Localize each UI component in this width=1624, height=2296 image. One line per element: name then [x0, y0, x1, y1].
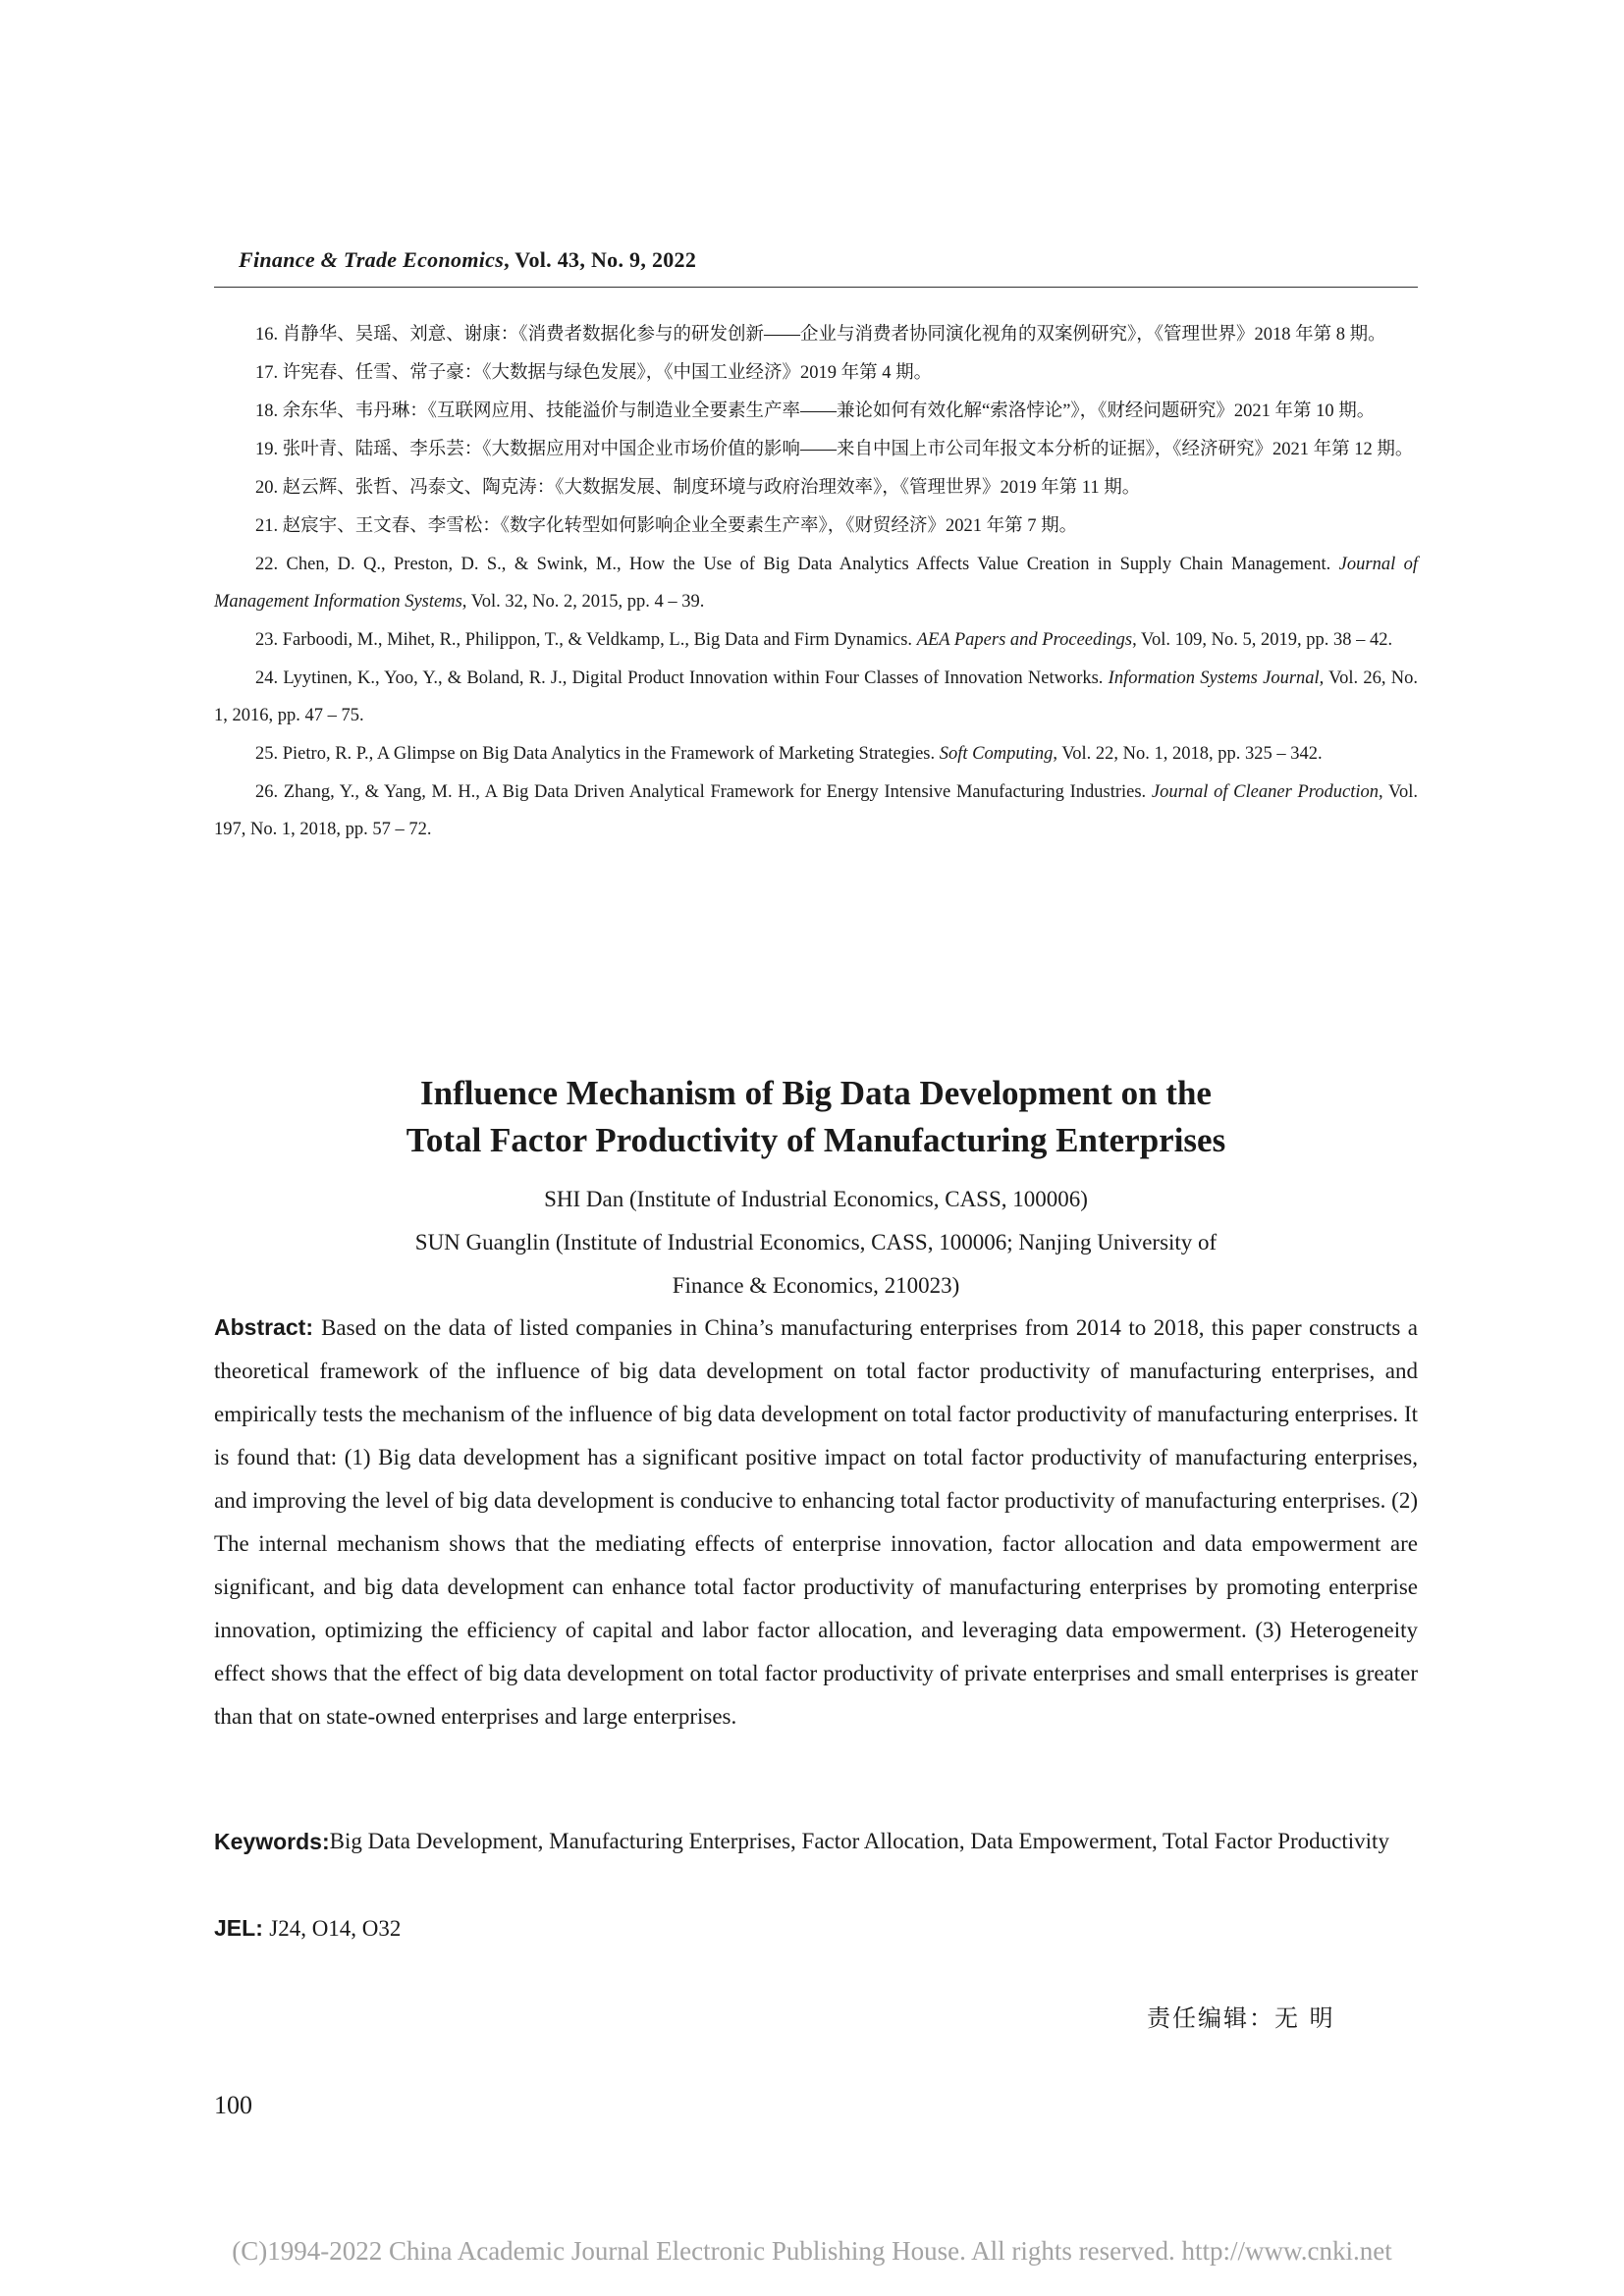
title-line-2: Total Factor Productivity of Manufacturing Enterprises [406, 1121, 1226, 1159]
reference-item [214, 546, 1418, 620]
page-number: 100 [214, 2091, 252, 2119]
keywords: Keywords: Big Data Development, Manufacturing Enterprises, Factor Allocation, Data Empowerment, Total Factor Productivity [214, 1820, 1418, 1864]
abstract-text: Based on the data of listed companies in China’s manufacturing enterprises from 2014 to 2018, this paper constructs a theoretical framework of the influence of big data development on total factor productivity of manufacturing enterprises, and empirically tests the mechanism of the influence of big data development on total factor productivity of manufacturing enterprises. It is found that: (1) Big data development has a significant positive impact on total factor productivity of manufacturing enterprises, and improving the level of big data development is conducive to enhancing total factor productivity of manufacturing enterprises. (2) The internal mechanism shows that the mediating effects of enterprise innovation, factor allocation and data empowerment are significant, and big data development can enhance total factor productivity of manufacturing enterprises by promoting enterprise innovation, optimizing the efficiency of capital and labor factor allocation, and leveraging data empowerment. (3) Heterogeneity effect shows that the effect of big data development on total factor productivity of private enterprises and small enterprises is greater than that on state-owned enterprises and large enterprises. [214, 1315, 1418, 1729]
reference-text: 余东华、韦丹琳：《互联网应用、技能溢价与制造业全要素生产率——兼论如何有效化解“索洛悖论”》，《财经问题研究》2021 年第 10 期。 [282, 401, 1376, 421]
author-line-1: SHI Dan (Institute of Industrial Economics, CASS, 100006) [544, 1187, 1088, 1211]
reference-list [214, 316, 1418, 849]
header-rule [214, 287, 1418, 288]
abstract-label: Abstract [214, 1314, 306, 1340]
reference-number: 23. [255, 630, 279, 650]
reference-text: Lyytinen, K., Yoo, Y., & Boland, R. J., Digital Product Innovation within Four Classes of Innovation Networks. [283, 668, 1109, 688]
reference-item [214, 431, 1418, 468]
author-block [214, 1178, 1418, 1308]
reference-number: 24. [255, 668, 279, 688]
reference-item [214, 393, 1418, 430]
running-header [239, 247, 696, 273]
reference-number: 17. [255, 363, 279, 383]
reference-number: 18. [255, 401, 279, 421]
keywords-text: Big Data Development, Manufacturing Enterprises, Factor Allocation, Data Empowerment, Total Factor Productivity [329, 1829, 1389, 1853]
reference-number: 20. [255, 478, 279, 498]
copyright-notice: (C)1994-2022 China Academic Journal Electronic Publishing House. All rights reserved. http://www.cnki.net [232, 2236, 1392, 2266]
reference-text: 肖静华、吴瑶、刘意、谢康：《消费者数据化参与的研发创新——企业与消费者协同演化视角的双案例研究》，《管理世界》2018 年第 8 期。 [282, 325, 1386, 345]
author-line-2: SUN Guanglin (Institute of Industrial Economics, CASS, 100006; Nanjing University of [414, 1230, 1218, 1255]
reference-details: , Vol. 26, No. 1, 2016, pp. 47 – 75. [214, 668, 1419, 725]
reference-number: 21. [255, 516, 279, 536]
reference-item [214, 774, 1418, 848]
keywords-label: Keywords [214, 1829, 322, 1854]
abstract: Abstract: Based on the data of listed companies in China’s manufacturing enterprises from 2014 to 2018, this paper constructs a theoretical framework of the influence of big data development on total factor productivity of manufacturing enterprises, and empirically tests the mechanism of the influence of big data development on total factor productivity of manufacturing enterprises. It is found that: (1) Big data development has a significant positive impact on total factor productivity of manufacturing enterprises, and improving the level of big data development is conducive to enhancing total factor productivity of manufacturing enterprises. (2) The internal mechanism shows that the mediating effects of enterprise innovation, factor allocation and data empowerment are significant, and big data development can enhance total factor productivity of manufacturing enterprises by promoting enterprise innovation, optimizing the efficiency of capital and labor factor allocation, and leveraging data empowerment. (3) Heterogeneity effect shows that the effect of big data development on total factor productivity of private enterprises and small enterprises is greater than that on state-owned enterprises and large enterprises. [214, 1314, 1418, 1729]
reference-source: AEA Papers and Proceedings [916, 630, 1133, 650]
reference-item [214, 354, 1418, 392]
journal-name: Finance & Trade Economics [239, 247, 505, 272]
author-line-3: Finance & Economics, 210023) [672, 1273, 960, 1298]
reference-text: 赵宸宇、王文春、李雪松：《数字化转型如何影响企业全要素生产率》，《财贸经济》2021 年第 7 期。 [282, 516, 1078, 536]
reference-item [214, 507, 1418, 545]
reference-number: 25. [255, 744, 279, 764]
reference-text: Pietro, R. P., A Glimpse on Big Data Analytics in the Framework of Marketing Strategies. [282, 744, 940, 764]
reference-item [214, 469, 1418, 507]
article-title [214, 1070, 1418, 1164]
reference-details: , Vol. 32, No. 2, 2015, pp. 4 – 39. [461, 592, 705, 612]
reference-number: 16. [255, 325, 279, 345]
reference-text: Chen, D. Q., Preston, D. S., & Swink, M., How the Use of Big Data Analytics Affects Value Creation in Supply Chain Management. [286, 555, 1339, 574]
reference-details: , Vol. 22, No. 1, 2018, pp. 325 – 342. [1053, 744, 1323, 764]
jel-label: JEL [214, 1915, 256, 1941]
journal-issue: , Vol. 43, No. 9, 2022 [504, 247, 697, 272]
reference-details: , Vol. 197, No. 1, 2018, pp. 57 – 72. [214, 782, 1419, 839]
jel-codes: JEL: J24, O14, O32 [214, 1915, 402, 1941]
reference-source: Journal of Cleaner Production [1151, 782, 1380, 802]
reference-source: Information Systems Journal [1108, 668, 1320, 688]
reference-source: Soft Computing [939, 744, 1054, 764]
reference-number: 26. [255, 782, 279, 802]
responsible-editor: 责任编辑：无 明 [1147, 2004, 1335, 2032]
reference-source: Journal of Management Information Systems [214, 555, 1418, 612]
reference-text: 赵云辉、张哲、冯泰文、陶克涛：《大数据发展、制度环境与政府治理效率》，《管理世界》2019 年第 11 期。 [282, 478, 1141, 498]
reference-text: Zhang, Y., & Yang, M. H., A Big Data Driven Analytical Framework for Energy Intensive Manufacturing Industries. [283, 782, 1152, 802]
reference-text: Farboodi, M., Mihet, R., Philippon, T., & Veldkamp, L., Big Data and Firm Dynamics. [282, 630, 917, 650]
title-line-1: Influence Mechanism of Big Data Development on the [420, 1074, 1212, 1112]
reference-number: 22. [255, 555, 279, 574]
reference-details: , Vol. 109, No. 5, 2019, pp. 38 – 42. [1132, 630, 1393, 650]
jel-text: J24, O14, O32 [269, 1916, 402, 1941]
reference-item [214, 316, 1418, 353]
reference-item [214, 660, 1418, 734]
reference-item [214, 621, 1418, 659]
reference-item [214, 735, 1418, 773]
reference-number: 19. [255, 440, 279, 459]
reference-text: 张叶青、陆瑶、李乐芸：《大数据应用对中国企业市场价值的影响——来自中国上市公司年报文本分析的证据》，《经济研究》2021 年第 12 期。 [282, 440, 1414, 459]
reference-text: 许宪春、任雪、常子豪：《大数据与绿色发展》，《中国工业经济》2019 年第 4 期。 [282, 363, 933, 383]
